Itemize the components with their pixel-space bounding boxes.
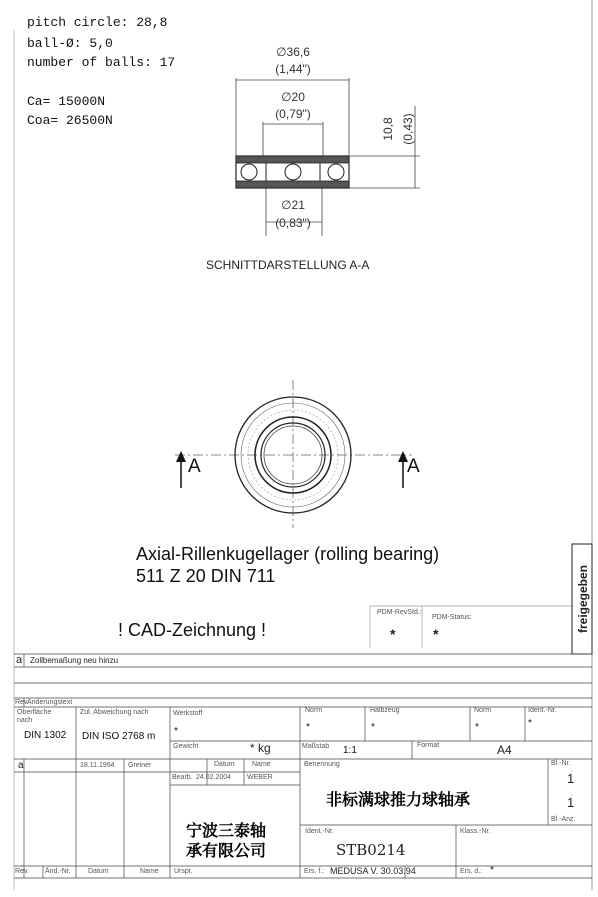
material-label: Werkstoff <box>173 710 203 717</box>
section-marker-left: A <box>188 456 201 477</box>
dim-bottom-mm: ∅21 <box>281 198 305 212</box>
spec-ca: Ca= 15000N <box>27 94 106 109</box>
bearb-name: WEBER <box>247 774 273 781</box>
scale-label: Maßstab <box>302 743 330 750</box>
pdm-revstd-value: * <box>390 626 396 642</box>
footer-medusa: MEDUSA V. 30.03.94 <box>330 866 416 876</box>
blatt-anz-value: 1 <box>567 795 575 810</box>
footer-urspr: Urspr. <box>174 868 193 875</box>
dim-height-in: (0,43) <box>401 113 415 145</box>
dim-outer-in: (1,44") <box>275 62 311 76</box>
ident-label: Ident.-Nr. <box>528 707 557 714</box>
bearb-label: Bearb. <box>172 774 193 781</box>
section-label: SCHNITTDARSTELLUNG A-A <box>206 258 370 272</box>
norm-value: * <box>306 722 310 733</box>
row-a-letter: a <box>18 760 24 771</box>
section-arrows <box>176 451 408 488</box>
datum-label: Datum <box>214 761 235 768</box>
weight-label: Gewicht <box>173 743 199 750</box>
footer-star: * <box>490 865 494 876</box>
name-label: Name <box>252 761 271 768</box>
footer-ersd: Ers. d.: <box>460 868 483 875</box>
norm2-value: * <box>475 722 479 733</box>
section-marker-right: A <box>407 456 420 477</box>
footer-datum: Datum <box>88 868 109 875</box>
part-number: STB0214 <box>336 841 406 859</box>
ident2-label: Ident.-Nr. <box>305 828 334 835</box>
row-a-date: 18.11.1994 <box>80 762 115 769</box>
norm2-label: Norm <box>474 707 492 714</box>
benennung-label: Benennung <box>304 761 340 768</box>
cad-note: ! CAD-Zeichnung ! <box>118 620 267 640</box>
title-line2: 511 Z 20 DIN 711 <box>136 566 276 586</box>
footer-aend: Änd.-Nr. <box>45 868 71 875</box>
format-value: A4 <box>497 743 512 757</box>
footer-ers: Ers. f.: <box>304 868 325 875</box>
pdm-status-label: PDM-Status: <box>432 614 472 621</box>
change-col-label: Änderungstext <box>27 699 73 706</box>
top-view <box>175 380 412 528</box>
spec-coa: Coa= 26500N <box>27 113 113 128</box>
pdm-status-value: * <box>433 626 439 642</box>
spec-pitch-circle: pitch circle: 28,8 <box>27 15 168 30</box>
freigegeben-stamp: freigegeben <box>576 565 590 634</box>
ident-value: * <box>528 718 532 729</box>
rev-col-label: Rev. <box>15 699 29 706</box>
rev-letter: a <box>16 654 23 666</box>
blatt-anz-label: Bl.-Anz. <box>551 816 576 823</box>
klass-label: Klass.-Nr. <box>460 828 491 835</box>
blatt-nr-value: 1 <box>567 771 575 786</box>
norm-label: Norm <box>305 707 323 714</box>
dim-inner-in: (0,79") <box>275 107 311 121</box>
surface-value: DIN 1302 <box>24 730 67 741</box>
footer-rev: Rev. <box>15 868 29 875</box>
dim-height-mm: 10,8 <box>381 117 395 141</box>
surface-label: Oberfläche nach <box>17 709 52 724</box>
tolerance-label: Zul. Abweichung nach <box>80 709 149 716</box>
pdm-revstd-label: PDM-RevStd.: <box>377 609 422 616</box>
rev-text: Zollbemaßung neu hinzu <box>30 656 119 665</box>
company-line1: 宁波三泰轴 <box>186 821 267 840</box>
company-line2: 承有限公司 <box>186 841 267 860</box>
dim-inner-mm: ∅20 <box>281 90 305 104</box>
material-value: * <box>174 726 178 737</box>
footer-name: Name <box>140 868 159 875</box>
weight-value: * kg <box>250 741 271 755</box>
semi-value: * <box>371 722 375 733</box>
row-a-name: Greiner <box>128 762 152 769</box>
part-name-cn: 非标满球推力球轴承 <box>326 790 471 809</box>
title-line1: Axial-Rillenkugellager (rolling bearing) <box>136 544 440 564</box>
scale-value: 1:1 <box>343 745 357 756</box>
format-label: Format <box>417 742 440 749</box>
spec-number-of-balls: number of balls: 17 <box>27 55 176 70</box>
spec-ball-diameter: ball-Ø: 5,0 <box>27 36 113 51</box>
semi-label: Halbzeug <box>370 707 400 714</box>
dim-outer-mm: ∅36,6 <box>276 45 310 59</box>
dim-bottom-in: (0,83") <box>275 216 311 230</box>
blatt-nr-label: Bl.-Nr. <box>551 760 571 767</box>
tolerance-value: DIN ISO 2768 m <box>82 731 156 742</box>
bearb-date: 24.02.2004 <box>196 774 232 781</box>
